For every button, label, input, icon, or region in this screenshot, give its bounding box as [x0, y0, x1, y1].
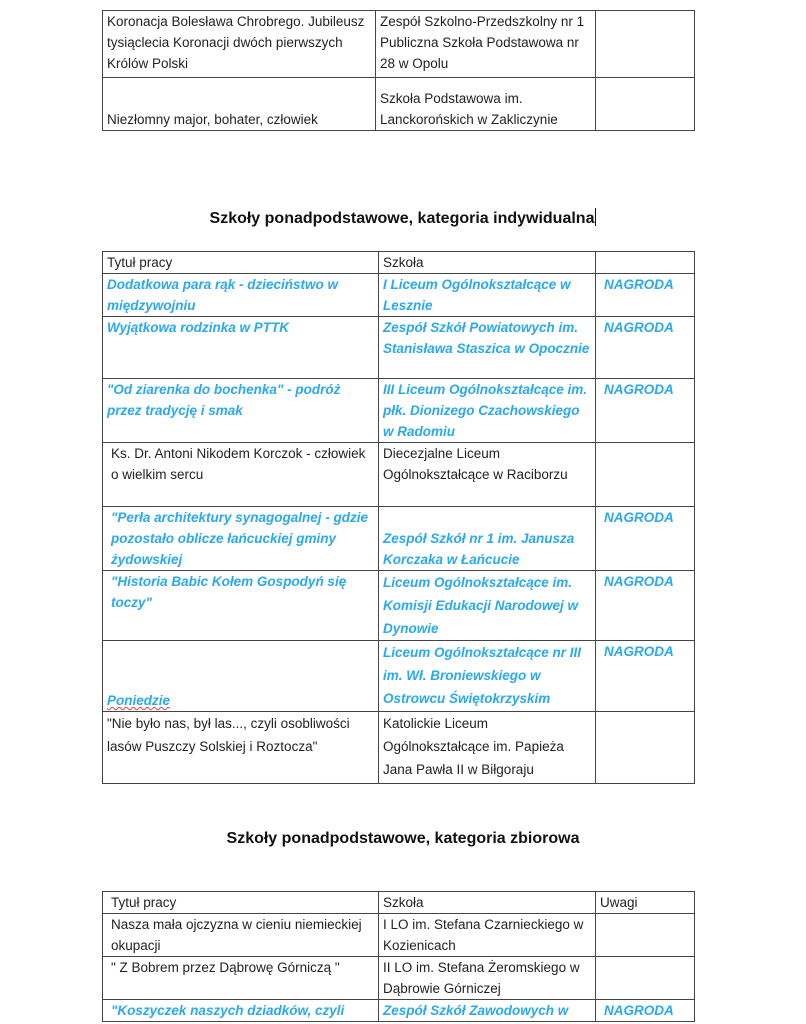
work-title: Koronacja Bolesława Chrobrego. Jubileusz tysiąclecia Koronacji dwóch pierwszych Królów Polski: [103, 11, 376, 78]
school-name: I Liceum Ogólnokształcące w Lesznie: [379, 274, 596, 317]
school-name: Diecezjalne Liceum Ogólnokształcące w Raciborzu: [379, 443, 596, 507]
column-header-title: Tytuł pracy: [103, 892, 379, 914]
note: [596, 712, 695, 784]
work-title: Niezłomny major, bohater, człowiek: [103, 78, 376, 131]
award-label: NAGRODA: [596, 317, 695, 379]
work-title: "Od ziarenka do bochenka" - podróż przez tradycję i smak: [103, 379, 379, 443]
table-row: [103, 274, 695, 317]
table-row: [103, 11, 695, 78]
table-group-category: [102, 891, 695, 1022]
school-name: III Liceum Ogólnokształcące im. płk. Dionizego Czachowskiego w Radomiu: [379, 379, 596, 443]
column-header-title: Tytuł pracy: [103, 252, 379, 274]
table-header-row: [103, 252, 695, 274]
table-row: [103, 507, 695, 571]
school-name: Zespół Szkół Zawodowych w: [379, 1000, 596, 1022]
table-row: [103, 712, 695, 784]
table-row: [103, 443, 695, 507]
note: [596, 957, 695, 1000]
work-title: "Historia Babic Kołem Gospodyń się toczy": [103, 571, 379, 641]
award-label: NAGRODA: [596, 571, 695, 641]
work-title: "Nie było nas, był las..., czyli osobliwości lasów Puszczy Solskiej i Roztocza": [103, 712, 379, 784]
school-name: Liceum Ogólnokształcące nr III im. Wł. Broniewskiego w Ostrowcu Świętokrzyskim: [379, 641, 596, 712]
section-heading-group: Szkoły ponadpodstawowe, kategoria zbiorowa: [226, 830, 580, 847]
work-title: Nasza mała ojczyzna w cieniu niemieckiej okupacji: [103, 914, 379, 957]
award-label: NAGRODA: [596, 507, 695, 571]
table-row: [103, 379, 695, 443]
note: [596, 78, 695, 131]
table-row: [103, 957, 695, 1000]
school-name: Katolickie Liceum Ogólnokształcące im. Papieża Jana Pawła II w Biłgoraju: [379, 712, 596, 784]
school-name: Zespół Szkół nr 1 im. Janusza Korczaka w Łańcucie: [379, 507, 596, 571]
note: [596, 11, 695, 78]
award-label: NAGRODA: [596, 274, 695, 317]
column-header-note: Uwagi: [596, 892, 695, 914]
award-label: NAGRODA: [596, 641, 695, 712]
work-title: "Koszyczek naszych dziadków, czyli: [103, 1000, 379, 1022]
school-name: Zespół Szkół Powiatowych im. Stanisława Staszica w Opocznie: [379, 317, 596, 379]
column-header-school: Szkoła: [379, 252, 596, 274]
table-header-row: [103, 892, 695, 914]
note: [596, 914, 695, 957]
text-cursor: [595, 208, 596, 226]
column-header-school: Szkoła: [379, 892, 596, 914]
table-individual-category: [102, 251, 695, 784]
work-title: Dodatkowa para rąk - dzieciństwo w międzywojniu: [103, 274, 379, 317]
school-name: Liceum Ogólnokształcące im. Komisji Edukacji Narodowej w Dynowie: [379, 571, 596, 641]
section-heading-individual: Szkoły ponadpodstawowe, kategoria indywidualna: [209, 210, 595, 227]
table-row: [103, 641, 695, 712]
work-title: "Perła architektury synagogalnej - gdzie pozostało oblicze łańcuckiej gminy żydowskiej: [103, 507, 379, 571]
school-name: Zespół Szkolno-Przedszkolny nr 1 Publiczna Szkoła Podstawowa nr 28 w Opolu: [376, 11, 596, 78]
column-header-note: [596, 252, 695, 274]
school-name: I LO im. Stefana Czarnieckiego w Kozienicach: [379, 914, 596, 957]
table-row: [103, 914, 695, 957]
note: [596, 443, 695, 507]
table-row: [103, 571, 695, 641]
table-row: [103, 78, 695, 131]
work-title: [103, 641, 379, 712]
table-row: [103, 1000, 695, 1022]
work-title: Wyjątkowa rodzinka w PTTK: [103, 317, 379, 379]
misspelled-title: Poniedzie: [107, 693, 171, 708]
award-label: NAGRODA: [596, 1000, 695, 1022]
table-row: [103, 317, 695, 379]
school-name: Szkoła Podstawowa im. Lanckorońskich w Zakliczynie: [376, 78, 596, 131]
work-title: " Z Bobrem przez Dąbrowę Górniczą ": [103, 957, 379, 1000]
school-name: II LO im. Stefana Żeromskiego w Dąbrowie Górniczej: [379, 957, 596, 1000]
table-primary-schools-continued: [102, 10, 695, 131]
award-label: NAGRODA: [596, 379, 695, 443]
work-title: Ks. Dr. Antoni Nikodem Korczok - człowiek o wielkim sercu: [103, 443, 379, 507]
